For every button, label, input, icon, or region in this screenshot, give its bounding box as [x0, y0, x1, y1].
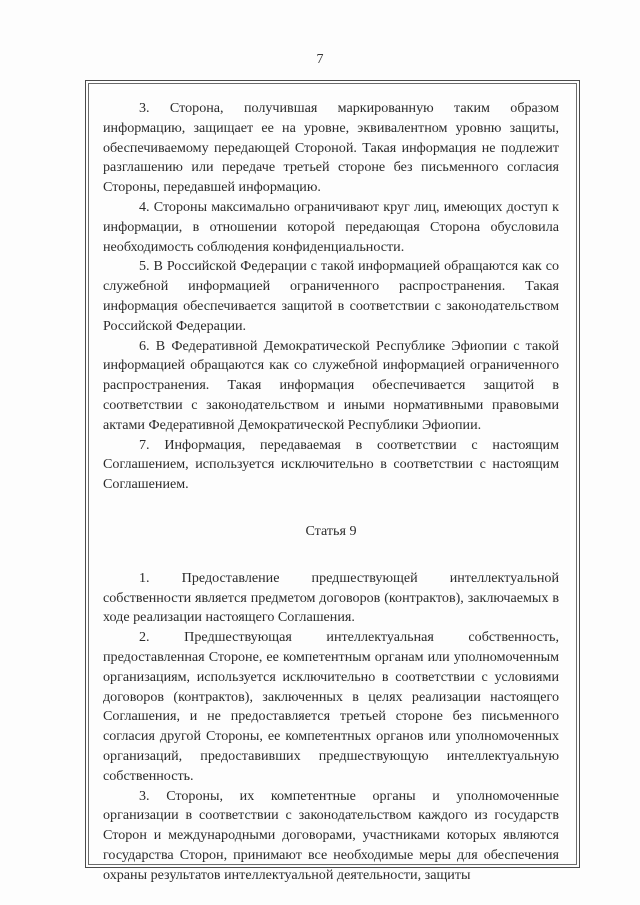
article-title: Статья 9 [305, 522, 357, 539]
article9-paragraph-3: 3. Стороны, их компетентные органы и уполномоченные организации в соответствии с законодательством каждого из государств Сторон и международными договорами, участниками которых являются государства Сторон, принимают все необходимые меры для обеспечения охраны результатов интеллектуальной деятельности, защиты [103, 787, 559, 883]
document-body [103, 99, 559, 885]
paragraph-6: 6. В Федеративной Демократической Республике Эфиопии с такой информацией обращаются как со служебной информацией ограниченного распространения. Такая информация обеспечивается защитой в соответствии с законодательством и иными нормативными правовыми актами Федеративной Демократической Республики Эфиопии. [103, 337, 559, 433]
paragraph-3: 3. Сторона, получившая маркированную таким образом информацию, защищает ее на уровне, эквивалентном уровню защиты, обеспечиваемому передающей Стороной. Такая информация не подлежит разглашению или передаче третьей стороне без письменного согласия Стороны, передавшей информацию. [103, 100, 559, 196]
article9-paragraph-2: 2. Предшествующая интеллектуальная собственность, предоставленная Стороне, ее компетентным органам или уполномоченным организациям, используется исключительно в соответствии с условиями договоров (контрактов), заключенных в целях реализации настоящего Соглашения, и не предоставляется третьей стороне без письменного согласия другой Стороны, ее компетентных органов или уполномоченных организаций, предоставивших предшествующую интеллектуальную собственность. [103, 629, 559, 784]
page-number: 7 [316, 52, 324, 67]
article9-paragraph-1: 1. Предоставление предшествующей интеллектуальной собственности является предметом договоров (контрактов), заключаемых в ходе реализации настоящего Соглашения. [103, 569, 559, 626]
paragraph-7: 7. Информация, передаваемая в соответствии с настоящим Соглашением, используется исключительно в соответствии с настоящим Соглашением. [103, 436, 559, 493]
paragraph-5: 5. В Российской Федерации с такой информацией обращаются как со служебной информацией ограниченного распространения. Такая информация обеспечивается защитой в соответствии с законодательством Российской Федерации. [103, 258, 559, 334]
paragraph-4: 4. Стороны максимально ограничивают круг лиц, имеющих доступ к информации, в отношении которой передающая Сторона обусловила необходимость соблюдения конфиденциальности. [103, 198, 559, 255]
